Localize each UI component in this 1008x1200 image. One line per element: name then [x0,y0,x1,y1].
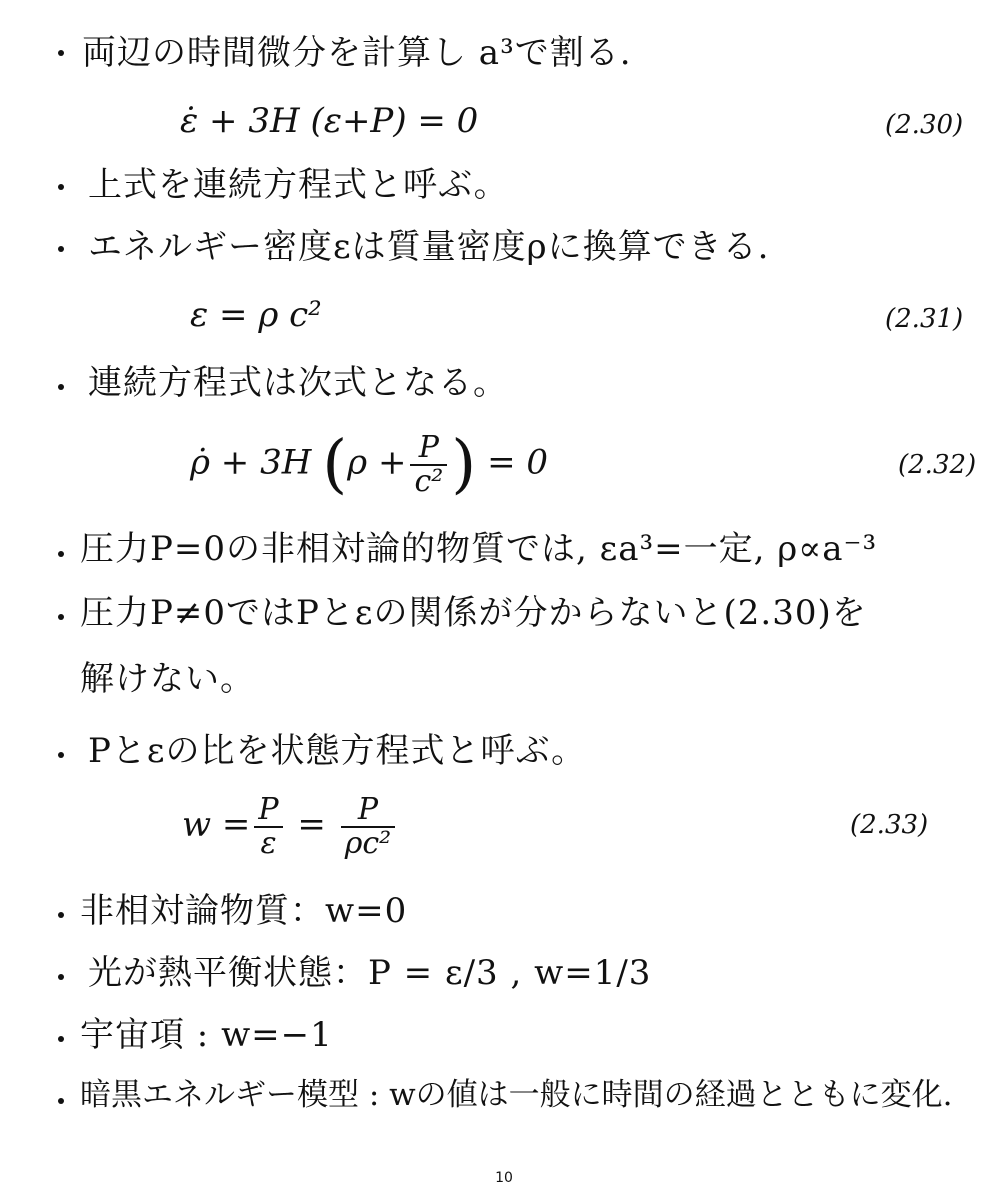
numerator: P [258,792,279,827]
equation-part: = [297,804,326,845]
text-line: 光が熱平衡状態：P = ε/3 , w=1/3 [88,953,652,993]
text-line: 上式を連続方程式と呼ぶ。 [88,165,509,205]
text-line: 両辺の時間微分を計算し a³で割る. [82,33,632,73]
equation-number: (2.32) [898,450,977,480]
paren-close: ) [451,427,477,502]
bullet [58,384,64,390]
text-line: 非相対論物質：w=0 [80,891,408,931]
equation-2-32 [190,427,548,502]
bullet [58,1036,64,1042]
bullet [58,551,64,557]
bullet [58,246,64,252]
equation-2-31: ε = ρ c² [190,295,322,335]
numerator: P [357,792,379,827]
text-line: 圧力P=0の非相対論的物質では, εa³=一定, ρ∝a⁻³ [80,529,878,569]
paren-open: ( [322,427,348,502]
bullet [58,614,64,620]
bullet [58,752,64,758]
bullet [58,184,64,190]
text-line: 宇宙項 : w=−1 [80,1015,333,1055]
bullet [58,974,64,980]
text-line: エネルギー密度εは質量密度ρに換算できる. [88,227,770,267]
text-line: 圧力P≠0ではPとεの関係が分からないと(2.30)を [80,593,867,633]
denominator: c² [414,463,444,499]
equation-2-30: ε̇ + 3H (ε+P) = 0 [180,101,479,141]
equation-number: (2.33) [850,810,929,840]
text-line: Pとεの比を状態方程式と呼ぶ。 [88,731,587,771]
equation-part: = 0 [487,442,548,483]
equation-part: ρ + [347,442,407,483]
equation-2-33 [182,794,399,859]
text-line: 解けない。 [80,659,255,699]
bullet [58,1098,64,1104]
fraction [254,794,282,859]
fraction [410,432,447,497]
equation-part: w = [182,804,251,845]
page-number: 10 [495,1170,513,1186]
text-line: 暗黒エネルギー模型 : wの値は一般に時間の経過とともに変化. [80,1077,953,1113]
numerator: P [418,430,439,465]
equation-number: (2.31) [885,304,964,334]
text-line: 連続方程式は次式となる。 [88,363,508,403]
denominator: ρc² [344,825,392,861]
equation-part: ρ̇ + 3H [190,442,312,483]
denominator: ε [260,825,277,861]
bullet [58,50,64,56]
equation-number: (2.30) [885,110,964,140]
fraction [341,794,395,859]
bullet [58,912,64,918]
